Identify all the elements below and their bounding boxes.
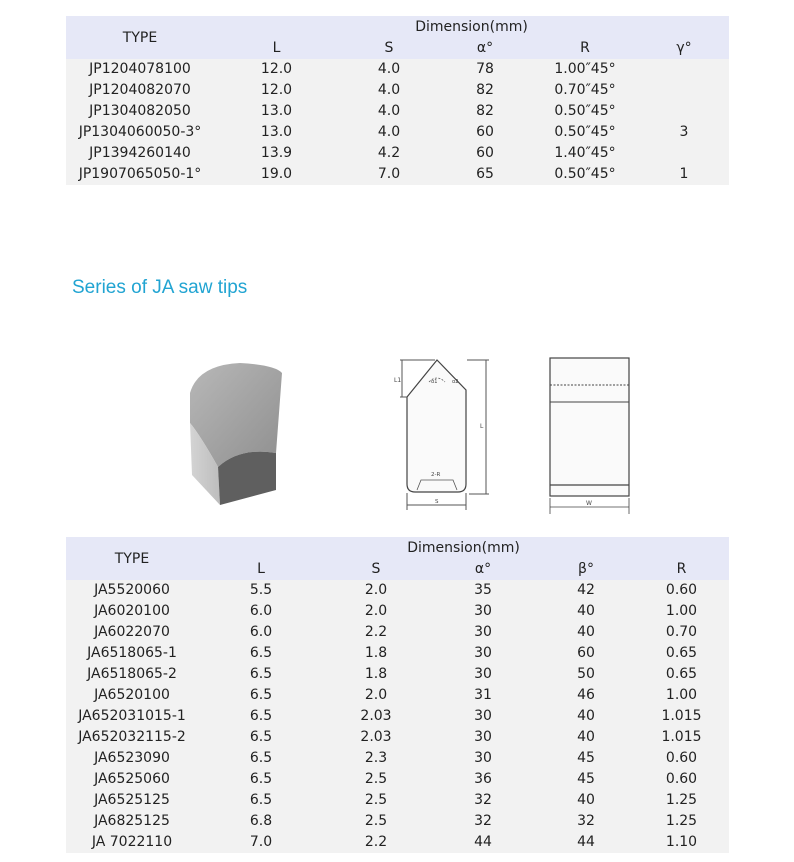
value-cell: 6.0 [198,622,324,643]
value-cell: 3 [639,122,729,143]
column-header: α° [439,38,531,59]
value-cell: 1.8 [324,664,428,685]
value-cell: 0.60 [634,748,729,769]
column-header: S [324,559,428,580]
value-cell: 2.03 [324,727,428,748]
drawing-label-s: S [435,499,439,505]
value-cell: 60 [439,122,531,143]
value-cell [639,59,729,80]
value-cell: 78 [439,59,531,80]
type-header: TYPE [66,16,214,59]
value-cell: 4.0 [339,80,439,101]
value-cell: 6.5 [198,748,324,769]
type-cell: JP1394260140 [66,143,214,164]
value-cell: 2.2 [324,832,428,853]
value-cell: 2.5 [324,811,428,832]
type-cell: JA6825125 [66,811,198,832]
value-cell: 6.8 [198,811,324,832]
value-cell: 0.60 [634,769,729,790]
value-cell: 4.2 [339,143,439,164]
value-cell: 13.0 [214,122,339,143]
value-cell: 30 [428,601,538,622]
value-cell: 12.0 [214,59,339,80]
table-row [66,748,729,769]
ja-series-table [66,537,729,853]
value-cell: 2.5 [324,769,428,790]
value-cell: 31 [428,685,538,706]
type-cell: JP1204082070 [66,80,214,101]
value-cell [639,80,729,101]
type-cell: JA6525060 [66,769,198,790]
value-cell: 2.03 [324,706,428,727]
value-cell: 44 [428,832,538,853]
dimension-header: Dimension(mm) [214,16,729,38]
value-cell: 4.0 [339,122,439,143]
value-cell: 0.50″45° [531,101,639,122]
drawing-label-radius: 2-R [431,472,441,478]
value-cell: 45 [538,769,634,790]
column-header: S [339,38,439,59]
table-row [66,122,729,143]
value-cell: 6.5 [198,664,324,685]
drawing-label-a2: α2 [452,379,459,385]
table-row [66,790,729,811]
drawing-label-l: L [480,423,484,430]
value-cell: 6.5 [198,643,324,664]
value-cell: 65 [439,164,531,185]
value-cell: 1.40″45° [531,143,639,164]
table-row [66,622,729,643]
table-row [66,59,729,80]
table-body [66,580,729,853]
saw-tip-front-drawing [385,352,495,517]
type-cell: JP1304060050-3° [66,122,214,143]
value-cell: 30 [428,664,538,685]
value-cell: 50 [538,664,634,685]
value-cell: 40 [538,790,634,811]
value-cell: 2.0 [324,580,428,601]
value-cell: 2.5 [324,790,428,811]
saw-tip-3d-image [180,355,290,510]
table-row [66,706,729,727]
column-header: L [214,38,339,59]
value-cell: 1.00″45° [531,59,639,80]
value-cell: 2.0 [324,601,428,622]
type-cell: JA6518065-1 [66,643,198,664]
value-cell: 32 [428,811,538,832]
column-header: β° [538,559,634,580]
value-cell: 0.65 [634,664,729,685]
value-cell: 0.60 [634,580,729,601]
value-cell: 35 [428,580,538,601]
table-row [66,811,729,832]
dimension-header: Dimension(mm) [198,537,729,559]
table-row [66,832,729,853]
value-cell: 13.0 [214,101,339,122]
drawing-label-l1: L1 [394,377,402,384]
table-row [66,101,729,122]
table-row [66,643,729,664]
value-cell: 1.10 [634,832,729,853]
value-cell: 36 [428,769,538,790]
value-cell: 6.5 [198,790,324,811]
table-row [66,164,729,185]
value-cell [639,143,729,164]
type-cell: JA6523090 [66,748,198,769]
value-cell: 1.015 [634,706,729,727]
value-cell: 6.5 [198,769,324,790]
value-cell: 44 [538,832,634,853]
type-header: TYPE [66,537,198,580]
value-cell: 60 [439,143,531,164]
type-cell: JA6020100 [66,601,198,622]
value-cell: 30 [428,706,538,727]
value-cell: 1.25 [634,790,729,811]
column-header: L [198,559,324,580]
value-cell: 30 [428,643,538,664]
value-cell: 7.0 [339,164,439,185]
column-header: γ° [639,38,729,59]
value-cell: 30 [428,748,538,769]
type-cell: JP1304082050 [66,101,214,122]
type-cell: JA6525125 [66,790,198,811]
value-cell: 0.65 [634,643,729,664]
value-cell: 13.9 [214,143,339,164]
value-cell: 1.015 [634,727,729,748]
value-cell: 82 [439,80,531,101]
value-cell: 40 [538,622,634,643]
table-row [66,601,729,622]
value-cell: 42 [538,580,634,601]
value-cell: 40 [538,601,634,622]
table-body [66,59,729,185]
value-cell: 6.0 [198,601,324,622]
value-cell: 46 [538,685,634,706]
type-cell: JP1204078100 [66,59,214,80]
value-cell: 30 [428,727,538,748]
value-cell: 6.5 [198,685,324,706]
table-row [66,664,729,685]
table-row [66,580,729,601]
type-cell: JA 7022110 [66,832,198,853]
value-cell: 2.0 [324,685,428,706]
type-cell: JP1907065050-1° [66,164,214,185]
value-cell: 40 [538,706,634,727]
jp-series-table [66,16,729,185]
saw-tip-side-drawing [545,352,635,517]
type-cell: JA6520100 [66,685,198,706]
value-cell [639,101,729,122]
value-cell: 4.0 [339,59,439,80]
value-cell: 1.00 [634,685,729,706]
value-cell: 0.70 [634,622,729,643]
type-cell: JA6022070 [66,622,198,643]
column-header: R [531,38,639,59]
column-header: α° [428,559,538,580]
table-row [66,143,729,164]
value-cell: 82 [439,101,531,122]
value-cell: 6.5 [198,706,324,727]
table-row [66,769,729,790]
value-cell: 5.5 [198,580,324,601]
type-cell: JA5520060 [66,580,198,601]
value-cell: 32 [538,811,634,832]
value-cell: 0.50″45° [531,164,639,185]
value-cell: 60 [538,643,634,664]
value-cell: 1.25 [634,811,729,832]
type-cell: JA652031015-1 [66,706,198,727]
value-cell: 1.8 [324,643,428,664]
value-cell: 12.0 [214,80,339,101]
section-title: Series of JA saw tips [72,277,248,298]
value-cell: 19.0 [214,164,339,185]
value-cell: 32 [428,790,538,811]
type-cell: JA6518065-2 [66,664,198,685]
value-cell: 40 [538,727,634,748]
value-cell: 4.0 [339,101,439,122]
value-cell: 2.2 [324,622,428,643]
value-cell: 7.0 [198,832,324,853]
value-cell: 0.50″45° [531,122,639,143]
value-cell: 6.5 [198,727,324,748]
value-cell: 0.70″45° [531,80,639,101]
type-cell: JA652032115-2 [66,727,198,748]
table-row [66,727,729,748]
drawing-label-a1: α1 [431,379,438,385]
value-cell: 30 [428,622,538,643]
drawing-label-w: W [586,500,592,507]
table-row [66,80,729,101]
value-cell: 45 [538,748,634,769]
column-header: R [634,559,729,580]
value-cell: 1.00 [634,601,729,622]
value-cell: 1 [639,164,729,185]
value-cell: 2.3 [324,748,428,769]
table-row [66,685,729,706]
